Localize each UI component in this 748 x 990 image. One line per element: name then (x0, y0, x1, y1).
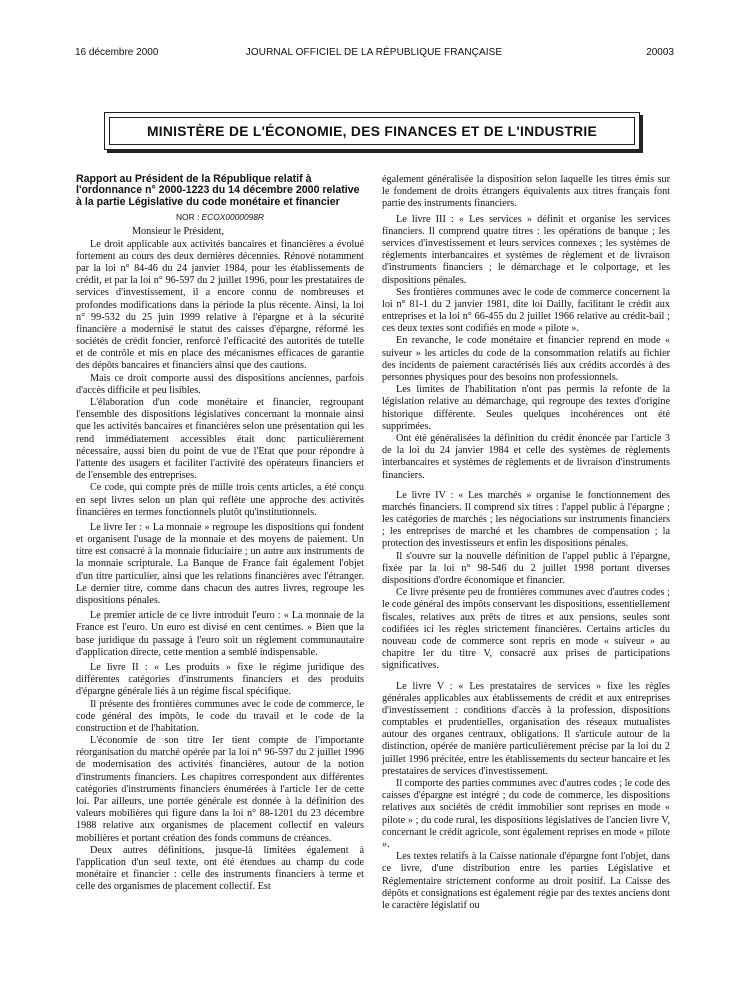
paragraph: Le livre II : « Les produits » fixe le régime juridique des différentes catégories d'instruments financiers et des produits d'épargne générale liés à un régime fiscal spécifique. (76, 661, 364, 698)
paragraph: Mais ce droit comporte aussi des dispositions anciennes, parfois d'accès difficile et peu lisibles. (76, 372, 364, 396)
paragraph: Ce code, qui compte près de mille trois cents articles, a été conçu en sept livres selon un plan qui reflète une approche des activités financières en termes fonctionnels plutôt qu'institutionnels. (76, 482, 364, 518)
paragraph: En revanche, le code monétaire et financier reprend en mode « suiveur » les articles du code de la consommation relatifs au fichier des incidents de paiement caractérisés liés aux crédits accordés à des personnes physiques pour des besoins non professionnels. (382, 335, 670, 383)
paragraph: Ce livre présente peu de frontières communes avec d'autres codes ; le code général des impôts conservant les dispositions, essentiellement fiscales, relatives aux prêts de titres et aux pensions, seules sont codifiées ici les règles strictement financières. Certains articles du nouveau code de commerce sont repris en mode « suiveur » au chapitre Ier du titre V, consacré aux prises de participations significatives. (382, 587, 670, 672)
nor-reference (76, 211, 364, 223)
paragraph: Il présente des frontières communes avec le code de commerce, le code général des impôts, le code du travail et le code de la construction et de l'habitation. (76, 698, 364, 734)
header-page-number: 20003 (646, 47, 674, 58)
paragraph: Deux autres définitions, jusque-là limitées également à l'application d'un seul texte, ont été étendues au champ du code monétaire et financier : celle des instruments financiers à terme et celle des organismes de placement collectif. Est (76, 844, 364, 893)
left-column (76, 174, 364, 894)
paragraph: également généralisée la disposition selon laquelle les titres émis sur le fondement de droits étrangers équivalents aux titres français font partie des instruments financiers. (382, 174, 670, 210)
header-journal-title: JOURNAL OFFICIEL DE LA RÉPUBLIQUE FRANÇAISE (245, 47, 503, 58)
right-column (382, 174, 670, 912)
paragraph: Ont été généralisées la définition du crédit énoncée par l'article 3 de la loi du 24 janvier 1984 et celle des systèmes de règlements interbancaires et systèmes de règlements et de livraison d'instruments financiers. (382, 432, 670, 481)
paragraph: Ses frontières communes avec le code de commerce concernent la loi n° 81-1 du 2 janvier 1981, dite loi Dailly, facilitant le crédit aux entreprises et la loi n° 66-455 du 2 juillet 1966 relative au crédit-bail ; ces deux textes sont codifiés en mode « pilote ». (382, 286, 670, 335)
nor-code: ECOX0000098R (201, 212, 264, 223)
paragraph: Les textes relatifs à la Caisse nationale d'épargne font l'objet, dans ce livre, d'une distribution entre les parties Législative et Réglementaire strictement conforme au droit positif. La Caisse des dépôts et consignations est également régie par des textes anciens dont le caractère législatif ou (382, 851, 670, 911)
page-header (0, 47, 748, 61)
ministry-box (104, 112, 640, 150)
paragraph: Le livre V : « Les prestataires de services » fixe les règles générales applicables aux établissements de crédit et aux entreprises d'investissement : conditions d'accès à la profession, dispositions comptables et prudentielles, organisation des réseaux mutualistes autour des organes centraux, obligations. Il s'articule autour de la distinction, opérée de manière particulièrement précise par la loi du 2 juillet 1996 précitée, entre les établissements du secteur bancaire et les prestataires de services d'investissement. (382, 680, 670, 777)
nor-label: NOR : (176, 212, 200, 223)
paragraph: Le livre III : « Les services » définit et organise les services financiers. Il comprend quatre titres : les opérations de banque ; les services d'investissement et leurs services connexes ; les systèmes de règlements interbancaires et systèmes de règlement et de livraison d'instruments financiers ; le démarchage et le colportage, et les dispositions pénales. (382, 213, 670, 286)
salutation: Monsieur le Président, (132, 226, 224, 238)
paragraph: Il s'ouvre sur la nouvelle définition de l'appel public à l'épargne, fixée par la loi n° 98-546 du 2 juillet 1998 portant diverses dispositions d'ordre économique et financier. (382, 550, 670, 586)
paragraph: L'économie de son titre Ier tient compte de l'importante réorganisation du marché opérée par la loi n° 96-597 du 2 juillet 1996 de modernisation des activités financières, autour de la notion d'instruments financiers. Les chapitres correspondent aux différentes catégories d'instruments financiers énumérées à l'article 1er de cette loi. Par ailleurs, une portée générale est donnée à la définition des valeurs mobilières qui figure dans la loi n° 88-1201 du 23 décembre 1988 relative aux organismes de placement collectif en valeurs mobilières et portant création des fonds communs de créances. (76, 735, 364, 844)
paragraph: Le livre Ier : « La monnaie » regroupe les dispositions qui fondent et organisent l'usage de la monnaie et des moyens de paiement. Un titre est consacré à la monnaie fiduciaire ; un autre aux instruments de la monnaie scripturale. La Banque de France fait également l'objet d'un titre particulier, ainsi que les relations financières avec l'étranger. Le dernier titre, comme dans chacun des autres livres, regroupe les dispositions pénales. (76, 521, 364, 607)
paragraph: Les limites de l'habilitation n'ont pas permis la refonte de la législation relative au démarchage, qui regroupe des textes d'origine historique différente. Seules quelques incohérences ont été supprimées. (382, 384, 670, 432)
paragraph: Le premier article de ce livre introduit l'euro : « La monnaie de la France est l'euro. Un euro est divisé en cent centimes. » Bien que la base juridique du passage à l'euro soit un règlement communautaire d'application directe, cette mention a semblé indispensable. (76, 610, 364, 658)
paragraph: Le livre IV : « Les marchés » organise le fonctionnement des marchés financiers. Il comprend six titres : l'appel public à l'épargne ; les catégories de marchés ; les négociations sur instruments financiers ; les entreprises de marché et les chambres de compensation ; la protection des investisseurs et enfin les dispositions pénales. (382, 489, 670, 550)
paragraph: Il comporte des parties communes avec d'autres codes ; le code des caisses d'épargne est intégré ; du code de commerce, les dispositions relatives aux sociétés de crédit immobilier sont reprises en mode « pilote » ; du code rural, les dispositions législatives de l'ancien livre V, concernant le crédit agricole, sont également reprises en mode « pilote ». (382, 778, 670, 850)
paragraph: Le droit applicable aux activités bancaires et financières a évolué fortement au cours des deux dernières décennies. Rénové notamment par la loi n° 84-46 du 24 janvier 1984, pour les établissements de crédit, et par la loi n° 96-597 du 2 juillet 1996, pour les prestataires de services d'investissement, il a encore connu de nombreuses et profondes modifications dans la période la plus récente. Ainsi, la loi n° 99-532 du 25 juin 1999 relative à l'épargne et à la sécurité financière a modernisé le statut des caisses d'épargne, réformé les sociétés de crédit foncier, renforcé l'efficacité des autorités de tutelle et de contrôle et mis en place des mécanismes efficaces de garantie des dépôts bancaires et financiers ainsi que des cautions. (76, 238, 364, 372)
header-date: 16 décembre 2000 (75, 47, 159, 58)
paragraph: L'élaboration d'un code monétaire et financier, regroupant l'ensemble des dispositions législatives concernant la monnaie ainsi que les activités bancaires et financières selon une présentation qui les rend immédiatement accessibles était donc particulièrement nécessaire, aussi bien du point de vue de l'Etat que pour répondre à l'attente des usagers et faciliter l'activité des opérateurs financiers et de l'ensemble des entreprises. (76, 397, 364, 482)
report-title: Rapport au Président de la République relatif à l'ordonnance n° 2000-1223 du 14 décembre 2000 relative à la partie Législative du code monétaire et financier (76, 173, 360, 208)
ministry-title: MINISTÈRE DE L'ÉCONOMIE, DES FINANCES ET DE L'INDUSTRIE (109, 117, 635, 145)
